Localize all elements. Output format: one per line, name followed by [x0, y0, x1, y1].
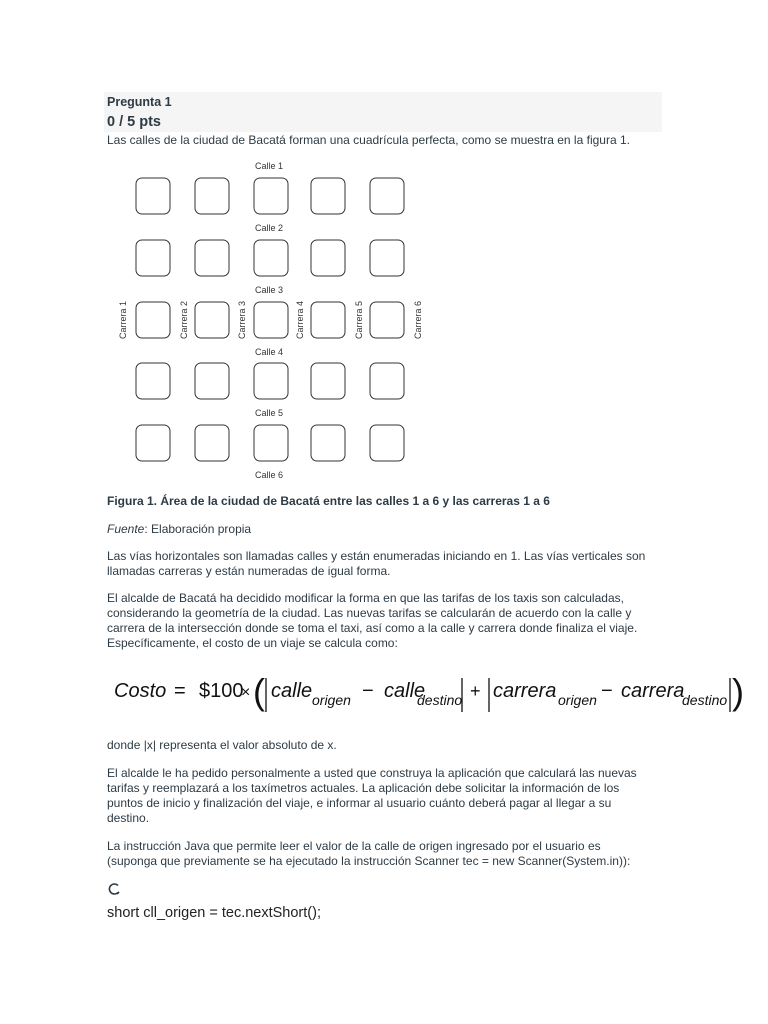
- formula-destino-2: destino: [682, 692, 728, 708]
- figure-caption: Figura 1. Área de la ciudad de Bacatá entre las calles 1 a 6 y las carreras 1 a 6: [107, 494, 550, 508]
- city-block: [254, 363, 288, 399]
- calle-label: Calle 2: [255, 223, 284, 233]
- city-block: [195, 425, 229, 461]
- formula-calle-2: calle: [384, 680, 426, 702]
- radio-icon[interactable]: [107, 882, 121, 899]
- paragraph-java-question: La instrucción Java que permite leer el valor de la calle de origen ingresado por el usuario es (suponga que previamente se ha ejecutado la instrucción Scanner tec = new Scanner(System.in)):: [107, 839, 631, 868]
- calle-label: Calle 1: [255, 161, 284, 171]
- formula-calle-1: calle: [271, 680, 313, 702]
- formula-destino-1: destino: [417, 692, 463, 708]
- formula-minus-2: −: [601, 680, 613, 702]
- carrera-label: Carrera 3: [237, 300, 247, 340]
- city-block: [254, 178, 288, 214]
- figure-source-label: Fuente: [107, 522, 145, 536]
- paragraph-app-request: El alcalde le ha pedido personalmente a usted que construya la aplicación que calculará las nuevas tarifas y reemplazará a los taxímetros actuales. La aplicación debe solicitar la información de los puntos de inicio y finalización del viaje, e informar al usuario cuánto deberá pagar al llegar a su destino.: [107, 766, 637, 825]
- city-grid-figure: [112, 155, 432, 485]
- paragraph-absolute-value: donde |x| representa el valor absoluto de x.: [107, 738, 337, 752]
- formula-open-paren: (: [253, 671, 265, 712]
- city-block: [136, 178, 170, 214]
- figure-source: [107, 522, 667, 537]
- calle-label: Calle 3: [255, 285, 284, 295]
- carrera-label: Carrera 2: [179, 300, 189, 340]
- formula-minus-1: −: [362, 680, 374, 702]
- city-block: [311, 178, 345, 214]
- city-block: [195, 178, 229, 214]
- carrera-label: Carrera 6: [413, 300, 423, 340]
- question-intro: Las calles de la ciudad de Bacatá forman una cuadrícula perfecta, como se muestra en la figura 1.: [107, 133, 630, 147]
- city-block: [254, 240, 288, 276]
- city-block: [136, 240, 170, 276]
- calle-label: Calle 6: [255, 470, 284, 480]
- city-block: [370, 363, 404, 399]
- city-block: [311, 363, 345, 399]
- formula-times: ×: [241, 684, 251, 701]
- formula-equals: =: [174, 680, 186, 702]
- question-title: Pregunta 1: [107, 95, 172, 109]
- city-block: [370, 240, 404, 276]
- paragraph-fares: El alcalde de Bacatá ha decidido modificar la forma en que las tarifas de los taxis son calculadas, considerando la geometría de la ciudad. Las nuevas tarifas se calcularán de acuerdo con la calle y carrera de la intersección donde se toma el taxi, así como a la calle y carrera donde finaliza el viaje. Específicamente, el costo de un viaje se calcula como:: [107, 591, 638, 650]
- city-block: [136, 363, 170, 399]
- city-block: [195, 240, 229, 276]
- question-header: [104, 92, 662, 132]
- city-block: [311, 425, 345, 461]
- carrera-label: Carrera 5: [354, 300, 364, 340]
- answer-code[interactable]: short cll_origen = tec.nextShort();: [107, 905, 321, 921]
- formula-lhs: Costo: [114, 680, 167, 702]
- city-block: [195, 302, 229, 338]
- city-grid-svg: [112, 155, 432, 485]
- calle-label: Calle 4: [255, 347, 284, 357]
- city-block: [311, 302, 345, 338]
- formula-carrera-1: carrera: [493, 680, 557, 702]
- carrera-label: Carrera 4: [295, 300, 305, 340]
- cost-formula-svg: [108, 670, 748, 720]
- city-block: [311, 240, 345, 276]
- formula-origen-2: origen: [558, 692, 597, 708]
- city-block: [195, 363, 229, 399]
- city-block: [370, 425, 404, 461]
- formula-plus: +: [470, 681, 481, 701]
- answer-radio-svg: [107, 882, 121, 896]
- figure-source-text: : Elaboración propia: [144, 522, 252, 536]
- city-block: [136, 425, 170, 461]
- city-block: [254, 425, 288, 461]
- formula-amount: $100: [199, 680, 244, 702]
- city-block: [370, 302, 404, 338]
- formula-close-paren: ): [732, 671, 744, 712]
- formula-carrera-2: carrera: [621, 680, 685, 702]
- carrera-label: Carrera 1: [118, 300, 128, 340]
- city-block: [254, 302, 288, 338]
- city-block: [136, 302, 170, 338]
- paragraph-streets: Las vías horizontales son llamadas calles y están enumeradas iniciando en 1. Las vías verticales son llamadas carreras y están numeradas de igual forma.: [107, 549, 646, 578]
- city-block: [370, 178, 404, 214]
- cost-formula: [108, 670, 748, 720]
- question-points: 0 / 5 pts: [107, 114, 161, 130]
- formula-origen-1: origen: [312, 692, 351, 708]
- calle-label: Calle 5: [255, 408, 284, 418]
